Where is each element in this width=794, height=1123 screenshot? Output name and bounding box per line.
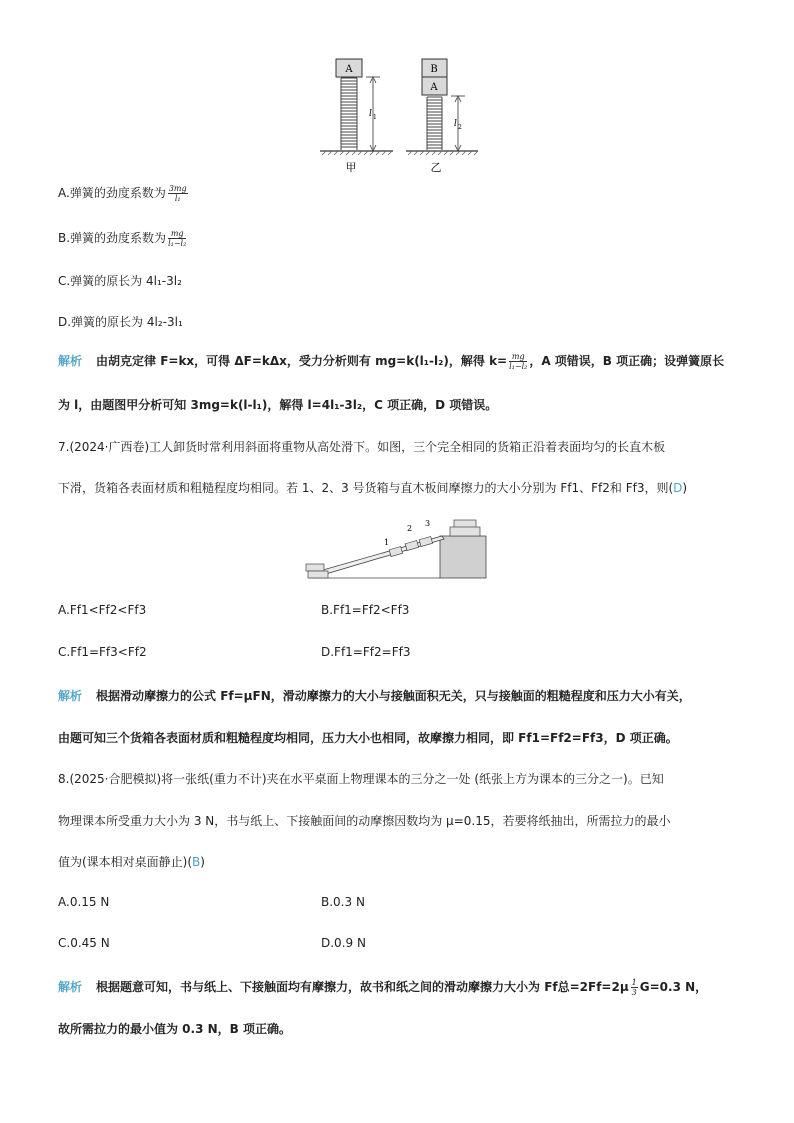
q7-option-a: A.Ff1<Ff2<Ff3 [58, 603, 147, 617]
block-a-label: A [345, 64, 353, 75]
q7-stem-line-2: 下滑，货箱各表面材质和粗糙程度均相同。若 1、2、3 号货箱与直木板间摩擦力的大小分别为 Ff1、Ff2和 Ff3，则(D) [58, 481, 688, 495]
box-1-label: 1 [384, 538, 390, 547]
q8-stem-line-1: 8.(2025·合肥模拟)将一张纸(重力不计)夹在水平桌面上物理课本的三分之一处 (纸张上方为课本的三分之一)。已知 [58, 772, 664, 786]
q8-analysis-fraction: $\frac{1}{3}$ [631, 978, 637, 997]
q6-analysis-line-2: 为 l，由题图甲分析可知 3mg=k(l-l₁)，解得 l=4l₁-3l₂，C 项正确，D 项错误。 [58, 398, 498, 412]
label-l1: l [369, 109, 372, 119]
box-3 [419, 537, 432, 547]
q6-option-b: B.弹簧的劲度系数为 $\frac{mg}{\text{l₁−l₂}}$ [58, 229, 187, 248]
q6-option-b-fraction: $\frac{mg}{\text{l₁−l₂}}$ [168, 229, 187, 248]
q7-answer: D [673, 481, 683, 495]
spring-yi [427, 97, 442, 150]
box-3-label: 3 [425, 519, 431, 528]
q7-option-b: B.Ff1=Ff2<Ff3 [321, 603, 410, 617]
q7-stem-line-1: 7.(2024·广西卷)工人卸货时常利用斜面将重物从高处滑下。如图，三个完全相同的货箱正沿着表面均匀的长直木板 [58, 440, 666, 454]
q6-option-c: C.弹簧的原长为 4l₁-3l₂ [58, 274, 182, 288]
analysis-tag: 解析 [58, 980, 83, 994]
q7-option-d: D.Ff1=Ff2=Ff3 [321, 645, 411, 659]
analysis-tag: 解析 [58, 689, 83, 703]
spring-figure [318, 56, 490, 174]
q6-analysis-fraction: $\frac{mg}{\text{l₁−l₂}}$ [509, 352, 528, 371]
q8-option-c: C.0.45 N [58, 936, 110, 950]
q7-analysis-line-1: 解析 根据滑动摩擦力的公式 Ff=μFN，滑动摩擦力的大小与接触面积无关，只与接触面的粗糙程度和压力大小有关， [58, 689, 691, 703]
q8-stem-line-2: 物理课本所受重力大小为 3 N，书与纸上、下接触面间的动摩擦因数均为 μ=0.15，若要将纸抽出，所需拉力的最小 [58, 814, 671, 828]
q8-option-a: A.0.15 N [58, 895, 110, 909]
incline-figure [302, 514, 492, 580]
caption-yi: 乙 [430, 161, 442, 174]
box-1 [389, 547, 402, 557]
label-l2: l [454, 119, 457, 129]
q6-option-a: A.弹簧的劲度系数为 $\frac{3mg}{\text{l₁}}$ [58, 184, 187, 203]
q8-answer: B [192, 855, 201, 869]
label-l2-sub: 2 [458, 124, 462, 131]
q8-option-b: B.0.3 N [321, 895, 365, 909]
q8-analysis-line-2: 故所需拉力的最小值为 0.3 N，B 项正确。 [58, 1022, 291, 1036]
q7-analysis-line-2: 由题可知三个货箱各表面材质和粗糙程度均相同，压力大小也相同，故摩擦力相同，即 Ff1=Ff2=Ff3，D 项正确。 [58, 731, 678, 745]
q6-option-d: D.弹簧的原长为 4l₂-3l₁ [58, 315, 183, 329]
q7-option-c: C.Ff1=Ff3<Ff2 [58, 645, 147, 659]
block-b-label: B [430, 64, 438, 75]
q8-stem-line-3: 值为(课本相对桌面静止)(B) [58, 855, 205, 869]
q8-analysis-line-1: 解析 根据题意可知，书与纸上、下接触面均有摩擦力，故书和纸之间的滑动摩擦力大小为 Ff总=2Ff=2μ $\frac{1}{3}$ G=0.3 N， [58, 978, 708, 997]
spring-jia [341, 78, 357, 150]
box-2 [405, 541, 418, 551]
label-l1-sub: 1 [373, 114, 377, 121]
box-2-label: 2 [407, 524, 413, 533]
q6-analysis-line-1: 解析 由胡克定律 F=kx，可得 ΔF=kΔx，受力分析则有 mg=k(l₁-l₂)，解得 k= $\frac{mg}{\text{l₁−l₂}}$ ，A 项错误，B 项正确；设弹簧原长 [58, 352, 725, 371]
caption-jia: 甲 [345, 161, 357, 174]
q6-option-a-fraction: $\frac{3mg}{\text{l₁}}$ [168, 184, 187, 203]
analysis-tag: 解析 [58, 354, 83, 368]
q8-option-d: D.0.9 N [321, 936, 366, 950]
block-a-2-label: A [430, 82, 438, 93]
